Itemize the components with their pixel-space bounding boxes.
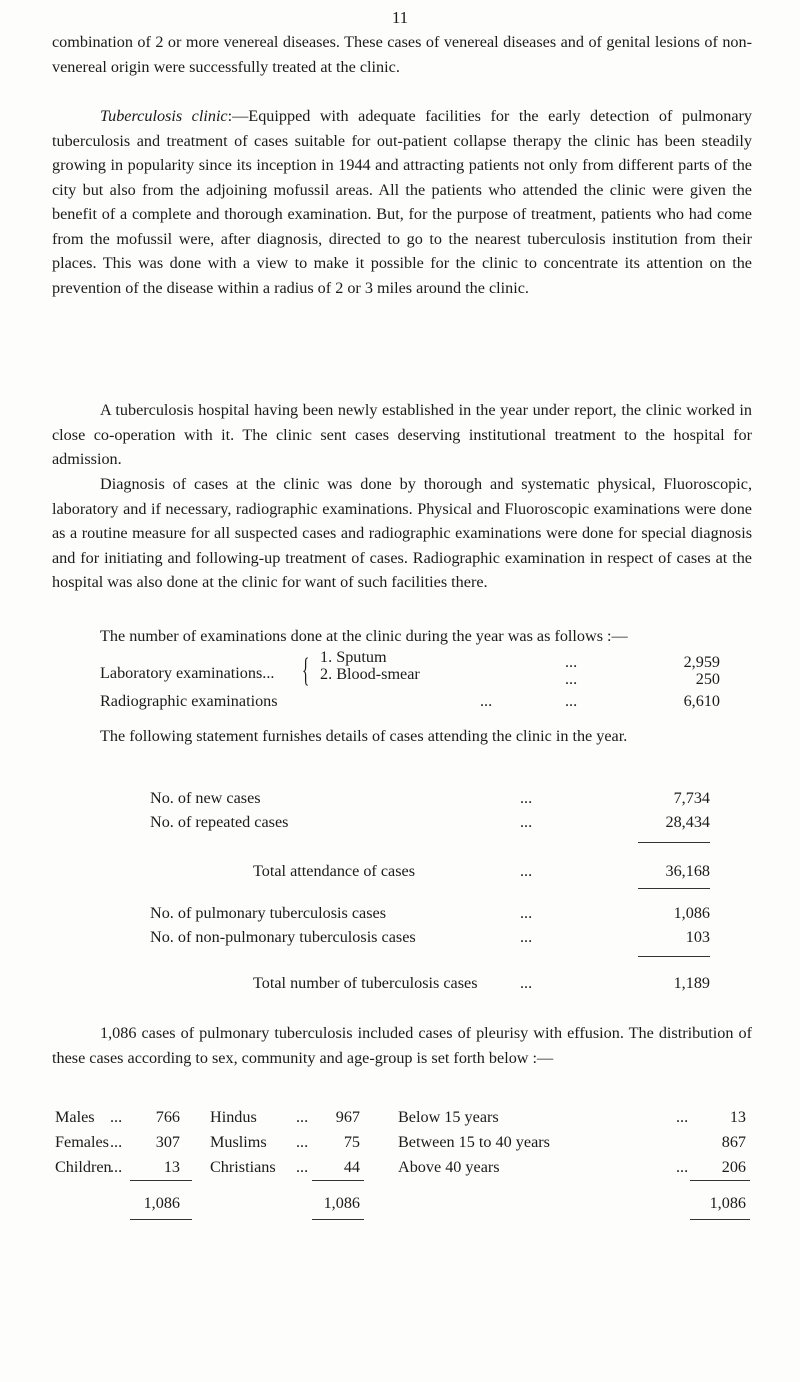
dots: ...	[520, 904, 533, 922]
community-value: 75	[343, 1133, 360, 1151]
dots: ...	[110, 1108, 123, 1126]
paragraph-tb-clinic	[52, 104, 752, 300]
paragraph-diagnosis: Diagnosis of cases at the clinic was done by thorough and systematic physical, Fluoroscopic, laboratory and if necessary, radiographic examinations. Physical and Fluoroscopic examinations were done as a routine measure for all suspected cases and radiographic examinations were done for special diagnosis and for initiating and following-up treatment of cases. Radiographic examination in respect of cases at the hospital was also done at the clinic for want of such facilities there.	[52, 475, 752, 591]
sputum-label: 1. Sputum	[320, 648, 387, 666]
sum-rule	[312, 1180, 364, 1181]
brace-icon: {	[302, 652, 310, 689]
total-attendance-value: 36,168	[665, 862, 710, 880]
age-value: 13	[729, 1108, 746, 1126]
dots: ...	[110, 1158, 123, 1176]
dots: ...	[480, 692, 493, 710]
dots: ...	[520, 928, 533, 946]
sum-rule	[312, 1219, 364, 1220]
non-pulmonary-label: No. of non-pulmonary tuberculosis cases	[150, 928, 416, 946]
new-cases-label: No. of new cases	[150, 789, 261, 807]
non-pulmonary-value: 103	[685, 928, 710, 946]
sum-rule	[690, 1180, 750, 1181]
age-value: 867	[721, 1133, 746, 1151]
sum-rule	[638, 842, 710, 843]
dots: ...	[565, 670, 578, 688]
sum-rule	[638, 888, 710, 889]
sum-rule	[638, 956, 710, 957]
repeated-cases-value: 28,434	[665, 813, 710, 831]
dots: ...	[520, 974, 533, 992]
dots: ...	[296, 1158, 309, 1176]
sex-total: 1,086	[143, 1194, 180, 1212]
sex-label: Males	[55, 1108, 95, 1126]
paragraph-tb-hospital: A tuberculosis hospital having been newly established in the year under report, the clinic worked in close co-operation with it. The clinic sent cases deserving institutional treatment to the hospital for admission.	[52, 401, 752, 468]
dots: ...	[296, 1133, 309, 1151]
pulmonary-label: No. of pulmonary tuberculosis cases	[150, 904, 387, 922]
dots: ...	[110, 1133, 123, 1151]
blood-smear-label: 2. Blood-smear	[320, 665, 420, 683]
dots: ...	[565, 692, 578, 710]
section-heading: Tuberculosis clinic	[100, 107, 228, 125]
sex-value: 307	[155, 1133, 180, 1151]
sex-label: Females	[55, 1133, 109, 1151]
radiographic-label: Radiographic examinations	[100, 692, 278, 710]
dots: ...	[676, 1108, 689, 1126]
total-attendance-label: Total attendance of cases	[253, 862, 416, 880]
dots: ...	[520, 789, 533, 807]
dots: ...	[520, 862, 533, 880]
age-label: Above 40 years	[398, 1158, 500, 1176]
community-total: 1,086	[323, 1194, 360, 1212]
age-total: 1,086	[709, 1194, 746, 1212]
age-label: Below 15 years	[398, 1108, 499, 1126]
tb-total-value: 1,189	[673, 974, 710, 992]
repeated-cases-label: No. of repeated cases	[150, 813, 289, 831]
dots: ...	[520, 813, 533, 831]
paragraph-venereal: combination of 2 or more venereal diseases. These cases of venereal diseases and of genital lesions of non-venereal origin were successfully treated at the clinic.	[52, 33, 752, 76]
sum-rule	[130, 1219, 192, 1220]
community-label: Christians	[210, 1158, 276, 1176]
dots: ...	[676, 1158, 689, 1176]
sex-value: 766	[155, 1108, 180, 1126]
sum-rule	[690, 1219, 750, 1220]
dots: ...	[296, 1108, 309, 1126]
page-number: 11	[391, 8, 409, 27]
paragraph-exam-intro: The number of examinations done at the clinic during the year was as follows :—	[100, 627, 628, 645]
sum-rule	[130, 1180, 192, 1181]
tb-total-label: Total number of tuberculosis cases	[253, 974, 478, 992]
dots: ...	[565, 653, 578, 671]
community-label: Muslims	[210, 1133, 267, 1151]
sex-label: Children	[55, 1158, 112, 1176]
paragraph-attendance-intro: The following statement furnishes details of cases attending the clinic in the year.	[100, 727, 628, 745]
paragraph-distribution-intro: 1,086 cases of pulmonary tuberculosis included cases of pleurisy with effusion. The distribution of these cases according to sex, community and age-group is set forth below :—	[52, 1024, 752, 1067]
pulmonary-value: 1,086	[673, 904, 710, 922]
blood-smear-value: 250	[695, 670, 720, 688]
community-value: 44	[343, 1158, 360, 1176]
lab-exam-label: Laboratory examinations...	[100, 664, 275, 682]
community-label: Hindus	[210, 1108, 257, 1126]
paragraph-text: :—Equipped with adequate facilities for the early detection of pulmonary tuberculosis and treatment of cases suitable for out-patient collapse therapy the clinic has been steadily growing in popularity since its inception in 1944 and attracting patients not only from different parts of the city but also from the adjoining mofussil areas. All the patients who attended the clinic were given the benefit of a complete and thorough examination. But, for the purpose of treatment, patients who had come from the mofussil were, after diagnosis, directed to go to the nearest tuberculosis institution from their places. This was done with a view to make it possible for the clinic to concentrate its attention on the prevention of the disease within a radius of 2 or 3 miles around the clinic.	[52, 107, 752, 297]
new-cases-value: 7,734	[673, 789, 710, 807]
age-value: 206	[721, 1158, 746, 1176]
sex-value: 13	[163, 1158, 180, 1176]
community-value: 967	[335, 1108, 360, 1126]
age-label: Between 15 to 40 years	[398, 1133, 550, 1151]
sputum-value: 2,959	[683, 653, 720, 671]
radiographic-value: 6,610	[683, 692, 720, 710]
